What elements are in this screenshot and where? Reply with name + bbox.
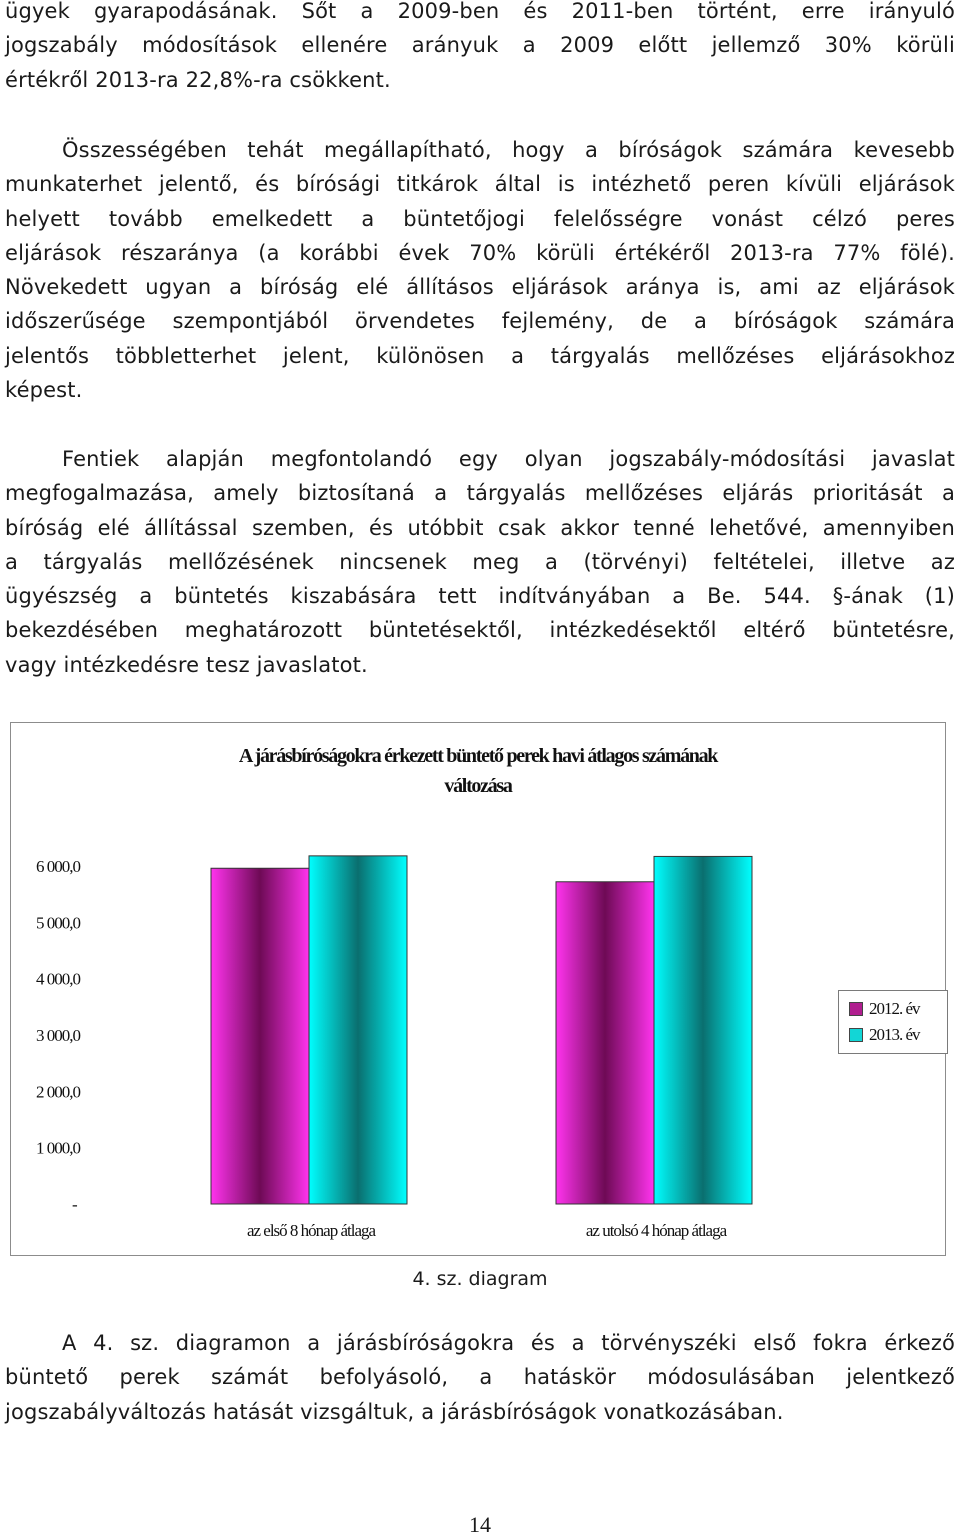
- bar-2013-last-4-months: [654, 856, 752, 1204]
- y-tick-label: 5 000,0: [36, 913, 80, 933]
- x-category-label: az utolsó 4 hónap átlaga: [585, 1221, 727, 1240]
- text-line: jogszabályváltozás hatását vizsgáltuk, a járásbíróságok vonatkozásában.: [5, 1399, 784, 1424]
- page-number: 14: [469, 1512, 491, 1537]
- y-tick-label: 6 000,0: [36, 857, 80, 876]
- text-line: jelentős többletterhet jelent, különösen a tárgyalás mellőzéses eljárásokhoz: [5, 343, 955, 368]
- text-line: Fentiek alapján megfontolandó egy olyan jogszabály-módosítási javaslat: [62, 447, 955, 471]
- legend-item-2012: [849, 999, 920, 1019]
- legend-label-2012: 2012. év: [869, 999, 920, 1018]
- text-line: ügyek gyarapodásának. Sőt a 2009-ben és 2011-ben történt, erre irányuló: [5, 0, 955, 23]
- y-tick-label: 1 000,0: [36, 1138, 80, 1158]
- text-line: a tárgyalás mellőzésének nincsenek meg a (törvényi) feltételei, illetve az: [5, 549, 955, 574]
- y-tick-label: 2 000,0: [36, 1082, 80, 1102]
- text-line: Összességében tehát megállapítható, hogy a bíróságok számára kevesebb: [62, 138, 955, 162]
- bar-2012-first-8-months: [211, 868, 309, 1204]
- legend-item-2013: [849, 1025, 920, 1045]
- text-line: büntető perek számát befolyásoló, a hatáskör módosulásában jelentkező: [5, 1365, 955, 1390]
- text-line: ügyészség a büntetés kiszabására tett indítványában a Be. 544. §-ának (1): [5, 584, 955, 609]
- y-tick-label: 3 000,0: [36, 1026, 80, 1045]
- y-tick-label: -: [72, 1195, 77, 1214]
- x-category-label: az első 8 hónap átlaga: [246, 1221, 376, 1240]
- chart-title-line-2: változása: [444, 775, 512, 797]
- legend-label-2013: 2013. év: [869, 1025, 920, 1044]
- text-line: Növekedett ugyan a bíróság elé állításos eljárások aránya is, ami az eljárások: [5, 275, 955, 300]
- diagram-caption: 4. sz. diagram: [412, 1268, 548, 1290]
- text-line: helyett tovább emelkedett a büntetőjogi felelősségre vonást célzó peres: [5, 206, 955, 231]
- legend-swatch-2013: [849, 1028, 863, 1042]
- text-line: értékről 2013-ra 22,8%-ra csökkent.: [5, 67, 391, 92]
- bar-2012-last-4-months: [556, 882, 654, 1204]
- text-line: A 4. sz. diagramon a járásbíróságokra és a törvényszéki első fokra érkező: [62, 1331, 955, 1355]
- text-line: vagy intézkedésre tesz javaslatot.: [5, 652, 368, 677]
- text-line: képest.: [5, 378, 83, 403]
- chart-legend: [838, 990, 948, 1054]
- text-line: megfogalmazása, amely biztosítaná a tárgyalás mellőzéses eljárás prioritását a: [5, 481, 955, 506]
- text-line: eljárások részaránya (a korábbi évek 70% körüli értékéről 2013-ra 77% fölé).: [5, 240, 955, 265]
- text-line: bíróság elé állítással szemben, és utóbbit csak akkor tenné lehetővé, amennyiben: [5, 515, 955, 540]
- chart-title-line-1: A járásbíróságokra érkezett büntető perek havi átlagos számának: [238, 745, 718, 767]
- text-line: jogszabály módosítások ellenére arányuk a 2009 előtt jellemző 30% körüli: [5, 33, 955, 58]
- paragraph-4: [5, 1326, 955, 1429]
- y-tick-label: 4 000,0: [36, 969, 80, 989]
- text-line: időszerűsége szempontjából örvendetes fejlemény, de a bíróságok számára: [5, 309, 955, 334]
- text-line: munkaterhet jelentő, és bírósági titkárok által is intézhető peren kívüli eljárások: [5, 172, 955, 197]
- text-line: bekezdésében meghatározott büntetésektől, intézkedésektől eltérő büntetésre,: [5, 618, 955, 643]
- legend-swatch-2012: [849, 1002, 863, 1016]
- bar-2013-first-8-months: [309, 856, 407, 1204]
